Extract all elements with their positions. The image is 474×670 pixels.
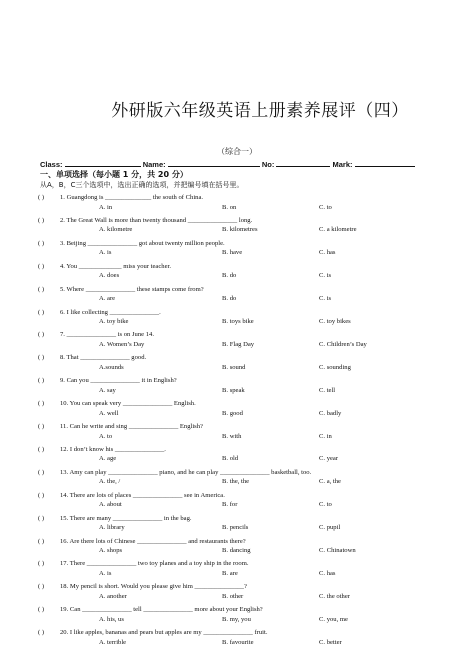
answer-paren[interactable]: ( ) bbox=[38, 491, 45, 499]
option-c: C. has bbox=[319, 569, 336, 577]
question-17 bbox=[38, 560, 458, 568]
answer-paren[interactable]: ( ) bbox=[38, 423, 45, 430]
answer-paren[interactable]: ( ) bbox=[38, 514, 45, 522]
answer-paren[interactable]: ( ) bbox=[38, 377, 45, 385]
page-subtitle: （综合一） bbox=[217, 147, 257, 156]
option-b: B. toys bike bbox=[222, 318, 254, 325]
option-b: B. for bbox=[222, 501, 238, 509]
question-4 bbox=[38, 263, 458, 271]
answer-paren[interactable]: ( ) bbox=[38, 216, 45, 224]
option-a: A.sounds bbox=[99, 363, 124, 371]
question-stem: 11. Can he write and sing _______________ English? bbox=[60, 423, 203, 430]
question-stem: 13. Amy can play _______________ piano, and he can play _______________ basketball, too. bbox=[60, 468, 312, 476]
question-stem: 12. I don’t know his _______________. bbox=[60, 445, 166, 453]
option-c: C. better bbox=[319, 638, 342, 646]
question-18 bbox=[38, 583, 458, 591]
question-3 bbox=[38, 240, 458, 248]
option-a: A. Women’s Day bbox=[99, 340, 145, 348]
option-a: A. the, / bbox=[99, 478, 121, 486]
question-stem: 6. I like collecting _______________. bbox=[60, 308, 161, 316]
question-stem: 8. That _______________ good. bbox=[60, 354, 147, 362]
option-c: C. in bbox=[319, 432, 332, 440]
answer-paren[interactable]: ( ) bbox=[38, 629, 45, 637]
question-16 bbox=[38, 538, 458, 546]
question-stem: 10. You can speak very _______________ English. bbox=[60, 400, 196, 408]
answer-paren[interactable]: ( ) bbox=[38, 354, 45, 362]
question-14 bbox=[38, 492, 458, 500]
option-c: C. is bbox=[319, 295, 332, 303]
question-stem: 16. Are there lots of Chinese _______________ and restaurants there? bbox=[60, 537, 246, 545]
answer-paren[interactable]: ( ) bbox=[38, 537, 45, 545]
option-b: B. old bbox=[222, 455, 239, 463]
option-c: C. sounding bbox=[319, 363, 351, 371]
name-label: Name: bbox=[142, 160, 166, 169]
question-6 bbox=[38, 309, 458, 317]
question-stem: 7. _______________ is on June 14. bbox=[60, 331, 154, 339]
student-info-line bbox=[40, 159, 460, 169]
answer-paren[interactable]: ( ) bbox=[38, 583, 45, 591]
option-a: A. shops bbox=[99, 547, 123, 554]
question-7 bbox=[38, 331, 458, 339]
option-b: B. other bbox=[222, 592, 244, 600]
option-a: A. age bbox=[99, 455, 117, 463]
answer-paren[interactable]: ( ) bbox=[38, 560, 45, 568]
question-stem: 2. The Great Wall is more than twenty thousand _______________ long. bbox=[60, 216, 253, 224]
question-stem: 14. There are lots of places _______________ see in America. bbox=[60, 491, 225, 499]
option-b: B. good bbox=[222, 409, 243, 417]
no-blank bbox=[276, 159, 330, 167]
option-a: A. does bbox=[99, 272, 120, 280]
answer-paren[interactable]: ( ) bbox=[38, 285, 45, 293]
option-a: A. another bbox=[99, 592, 127, 600]
question-2 bbox=[38, 217, 458, 225]
option-c: C. Chinatown bbox=[319, 547, 356, 554]
question-1 bbox=[38, 194, 458, 202]
answer-paren[interactable]: ( ) bbox=[38, 468, 45, 476]
question-stem: 20. I like apples, bananas and pears but apples are my _______________ fruit. bbox=[60, 629, 268, 637]
option-b: B. dancing bbox=[222, 547, 251, 554]
option-b: B. have bbox=[222, 249, 243, 257]
question-stem: 19. Can _______________ tell _______________ more about your English? bbox=[60, 606, 263, 614]
option-c: C. a kilometre bbox=[319, 226, 357, 234]
section-instruction: 从A，B，C三个选项中，选出正确的选项，并把编号填在括号里。 bbox=[40, 181, 244, 189]
question-stem: 5. Where _______________ these stamps come from? bbox=[60, 285, 204, 293]
option-a: A. kilometre bbox=[99, 226, 133, 234]
question-11 bbox=[38, 423, 458, 431]
class-blank bbox=[65, 159, 141, 167]
answer-paren[interactable]: ( ) bbox=[38, 445, 45, 453]
question-8 bbox=[38, 354, 458, 362]
option-b: B. sound bbox=[222, 363, 246, 371]
option-b: B. do bbox=[222, 295, 237, 303]
option-c: C. the other bbox=[319, 592, 350, 600]
option-b: B. do bbox=[222, 272, 237, 280]
question-stem: 18. My pencil is short. Would you please give him _______________? bbox=[60, 583, 247, 591]
option-b: B. Flag Day bbox=[222, 340, 255, 348]
option-a: A. is bbox=[99, 569, 112, 577]
option-a: A. about bbox=[99, 501, 122, 509]
option-c: C. is bbox=[319, 272, 332, 280]
question-stem: 3. Beijing _______________ got about twenty million people. bbox=[60, 239, 225, 247]
option-a: A. to bbox=[99, 432, 113, 440]
option-a: A. library bbox=[99, 524, 125, 532]
answer-paren[interactable]: ( ) bbox=[38, 194, 45, 201]
option-c: C. a, the bbox=[319, 478, 341, 486]
question-stem: 1. Guangdong is ______________ the south of China. bbox=[60, 194, 204, 201]
option-a: A. is bbox=[99, 249, 112, 257]
question-stem: 17. There _______________ two toy planes and a toy ship in the room. bbox=[60, 560, 249, 568]
option-b: B. with bbox=[222, 432, 242, 440]
question-15 bbox=[38, 515, 458, 523]
option-b: B. kilometres bbox=[222, 226, 258, 234]
option-b: B. the, the bbox=[222, 478, 250, 486]
no-label: No: bbox=[261, 160, 275, 169]
answer-paren[interactable]: ( ) bbox=[38, 331, 45, 339]
question-5 bbox=[38, 286, 458, 294]
question-stem: 9. Can you _______________ it in English? bbox=[60, 377, 177, 385]
option-a: A. say bbox=[99, 386, 116, 394]
option-b: B. are bbox=[222, 569, 238, 577]
answer-paren[interactable]: ( ) bbox=[38, 262, 45, 270]
option-c: C. toy bikes bbox=[319, 318, 351, 325]
answer-paren[interactable]: ( ) bbox=[38, 239, 45, 247]
class-label: Class: bbox=[40, 160, 63, 169]
question-stem: 4. You _____________ miss your teacher. bbox=[60, 262, 171, 270]
answer-paren[interactable]: ( ) bbox=[38, 400, 45, 408]
option-c: C. pupil bbox=[319, 524, 341, 532]
option-b: B. favourite bbox=[222, 638, 254, 646]
question-10 bbox=[38, 400, 458, 408]
name-blank bbox=[168, 159, 260, 167]
option-c: C. Children’s Day bbox=[319, 340, 367, 348]
option-c: C. you, me bbox=[319, 615, 348, 623]
option-b: B. pencils bbox=[222, 524, 249, 532]
option-a: A. terrible bbox=[99, 638, 127, 646]
option-b: B. on bbox=[222, 203, 237, 211]
mark-blank bbox=[355, 159, 415, 167]
option-a: A. toy bike bbox=[99, 318, 129, 325]
section-heading: 一、单项选择（每小题 1 分，共 20 分） bbox=[40, 170, 188, 179]
option-c: C. tell bbox=[319, 386, 336, 394]
answer-paren[interactable]: ( ) bbox=[38, 606, 45, 614]
option-c: C. to bbox=[319, 501, 332, 509]
question-19 bbox=[38, 606, 458, 614]
question-20 bbox=[38, 629, 458, 637]
question-stem: 15. There are many _______________ in the bag. bbox=[60, 514, 192, 522]
answer-paren[interactable]: ( ) bbox=[38, 308, 45, 316]
option-c: C. year bbox=[319, 455, 339, 463]
question-13 bbox=[38, 469, 458, 477]
option-a: A. in bbox=[99, 203, 113, 211]
option-c: C. to bbox=[319, 203, 332, 211]
question-12 bbox=[38, 446, 458, 454]
option-c: C. has bbox=[319, 249, 336, 257]
option-a: A. his, us bbox=[99, 615, 124, 623]
option-a: A. well bbox=[99, 409, 119, 417]
mark-label: Mark: bbox=[332, 160, 353, 169]
option-c: C. badly bbox=[319, 409, 342, 417]
option-b: B. speak bbox=[222, 386, 245, 394]
option-a: A. are bbox=[99, 295, 116, 303]
question-9 bbox=[38, 377, 458, 385]
page-title: 外研版六年级英语上册素养展评（四） bbox=[111, 101, 409, 121]
option-b: B. my, you bbox=[222, 615, 251, 623]
